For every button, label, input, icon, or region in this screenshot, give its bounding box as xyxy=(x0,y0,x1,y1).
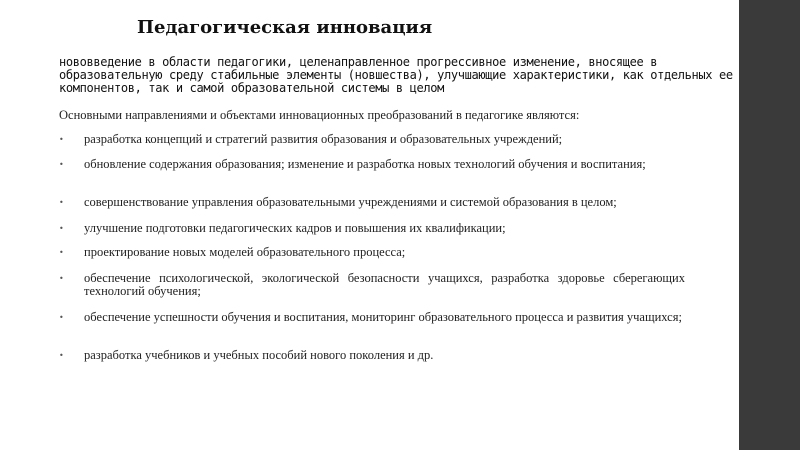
list-item-text: улучшение подготовки педагогических кадров и повышения их квалификации; xyxy=(84,221,506,235)
list-item-text: разработка концепций и стратегий развития образования и образовательных учреждений; xyxy=(84,132,563,146)
list-item-text: обеспечение успешности обучения и воспитания, мониторинг образовательного процесса и развития учащихся; xyxy=(84,310,682,324)
bullet-icon: • xyxy=(59,248,64,257)
list-item xyxy=(59,311,685,324)
side-bar xyxy=(739,0,800,450)
list-item-text: разработка учебников и учебных пособий нового поколения и др. xyxy=(84,348,434,362)
list-item-text: совершенствование управления образовательными учреждениями и системой образования в целом; xyxy=(84,195,617,209)
list-item xyxy=(59,246,685,259)
list-item-text: обеспечение психологической, экологической безопасности учащихся, разработка здоровье сберегающих технологий обучения; xyxy=(84,271,685,298)
list-item-text: проектирование новых моделей образовательного процесса; xyxy=(84,245,406,259)
bullet-icon: • xyxy=(59,198,64,207)
bullet-icon: • xyxy=(59,274,64,283)
list-item xyxy=(59,196,685,209)
bullet-icon: • xyxy=(59,351,64,360)
list-item xyxy=(59,158,685,171)
bullet-icon: • xyxy=(59,160,64,169)
bullet-icon: • xyxy=(59,224,64,233)
list-item xyxy=(59,222,685,235)
slide-title: Педагогическая инновация xyxy=(137,17,433,38)
list-item-text: обновление содержания образования; изменение и разработка новых технологий обучения и воспитания; xyxy=(84,157,646,171)
definition-text: нововведение в области педагогики, целенаправленное прогрессивное изменение, вносящее в образовательную среду стабильные элементы (новшества), улучшающие характеристики, как отдельных ее компонентов, так и самой образовательной системы в целом xyxy=(59,55,733,95)
list-item xyxy=(59,272,685,298)
list-item xyxy=(59,133,685,146)
bullet-icon: • xyxy=(59,313,64,322)
bullet-icon: • xyxy=(59,135,64,144)
list-item xyxy=(59,349,685,362)
subheading: Основными направлениями и объектами инновационных преобразований в педагогике являются: xyxy=(59,108,580,122)
